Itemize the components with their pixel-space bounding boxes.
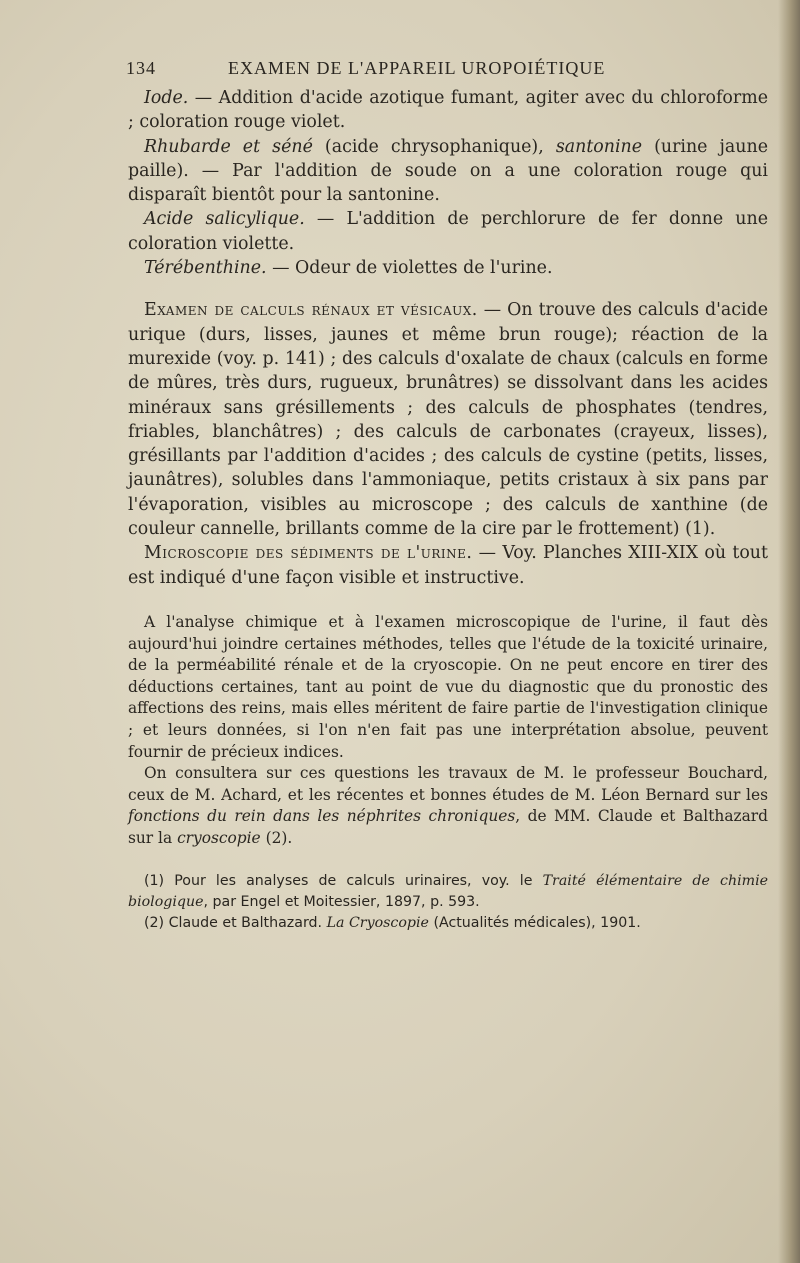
text-microscopie: — Voy. Planches XIII-XIX où tout est indiqué d'une façon visible et instructive. [128,543,768,588]
term-acide-salicylique: Acide salicylique. [144,209,305,230]
footnote-2-text-a: (2) Claude et Balthazard. [144,915,327,932]
paragraph-analyse: A l'analyse chimique et à l'examen microscopique de l'urine, il faut dès aujourd'hui joindre certaines méthodes, telles que l'étude de la toxicité urinaire, de la perméabilité rénale et de la cryoscopie. On ne peut encore en tirer des déductions certaines, tant au point de vue du diagnostic que du pronostic des affections des reins, mais elles méritent de faire partie de l'investigation clinique ; et leurs données, si l'on n'en fait pas une interprétation absolue, peuvent fournir de précieux indices. [128,612,768,761]
references-text-c: (2). [260,828,293,847]
term-iode: Iode. [144,88,189,108]
text-calculs: — On trouve des calculs d'acide urique (durs, lisses, jaunes et même brun rouge); réaction de la murexide (voy. p. 141) ; des calculs d'oxalate de chaux (calculs en forme de mûres, très durs, rugueux, brunâtres) se dissolvant dans les acides minéraux sans grésillements ; des calculs de phosphates (tendres, friables, blanchâtres) ; des calculs de carbonates (crayeux, lisses), grésillants par l'addition d'acides ; des calculs de cystine (petits, lisses, jaunâtres), solubles dans l'ammoniaque, petits cristaux à six pans par l'évaporation, visibles au microscope ; des calculs de xanthine (de couleur cannelle, brillants comme de la cire par le frottement) (1). [128,300,768,540]
text-terebenthine: — Odeur de violettes de l'urine. [266,258,553,279]
references-text-b: , de MM. Claude et Balthazard sur la [128,807,768,847]
references-text-a: On consultera sur ces questions les travaux de M. le professeur Bouchard, ceux de M. Achard, et les récentes et bonnes études de M. Léon Bernard sur les [128,764,768,804]
paragraph-acide-salicylique [128,207,768,256]
title-fonctions-rein: fonctions du rein dans les néphrites chroniques [128,807,516,826]
footnote-2-text-b: (Actualités médicales), 1901. [428,915,641,932]
heading-microscopie: Microscopie des sédiments de l'urine. [144,543,473,564]
footnote-2-title: La Cryoscopie [326,915,429,932]
paragraph-calculs [128,298,768,541]
book-page [128,58,768,934]
reactions-block [128,86,768,280]
text-rhubarbe-a: (acide chrysophanique), [312,136,556,157]
running-head [128,58,768,86]
heading-calculs: Examen de calculs rénaux et vésicaux. [144,300,478,321]
footnote-1-title: Traité élémentaire de chimie biologique [128,873,769,911]
text-acide-salicylique: — L'addition de perchlorure de fer donne une coloration violette. [128,209,768,254]
paragraph-iode [128,86,768,135]
footnote-1-text-a: (1) Pour les analyses de calculs urinaires, voy. le [144,873,543,890]
footnote-1 [128,871,768,913]
page-number: 134 [126,58,156,78]
paragraph-microscopie [128,541,768,590]
footnotes [128,871,768,934]
paragraph-references [128,763,768,849]
footnote-1-text-b: , par Engel et Moitessier, 1897, p. 593. [203,894,480,911]
running-title: EXAMEN DE L'APPAREIL UROPOIÉTIQUE [228,58,606,78]
paragraph-rhubarbe [128,135,768,208]
term-santonine: santonine [555,136,643,157]
calculs-section [128,298,768,590]
text-rhubarbe-b: (urine jaune paille). — Par l'addition de soude on a une coloration rouge qui disparaît bientôt pour la santonine. [128,136,768,206]
title-cryoscopie: cryoscopie [177,828,261,847]
text-iode: — Addition d'acide azotique fumant, agiter avec du chloroforme ; coloration rouge violet. [128,88,768,133]
footnote-2 [128,913,768,934]
analyse-section [128,612,768,850]
paragraph-terebenthine [128,256,768,280]
term-terebenthine: Térébenthine. [144,258,267,279]
term-rhubarbe: Rhubarde et séné [144,136,313,157]
page-edge [778,0,800,1263]
